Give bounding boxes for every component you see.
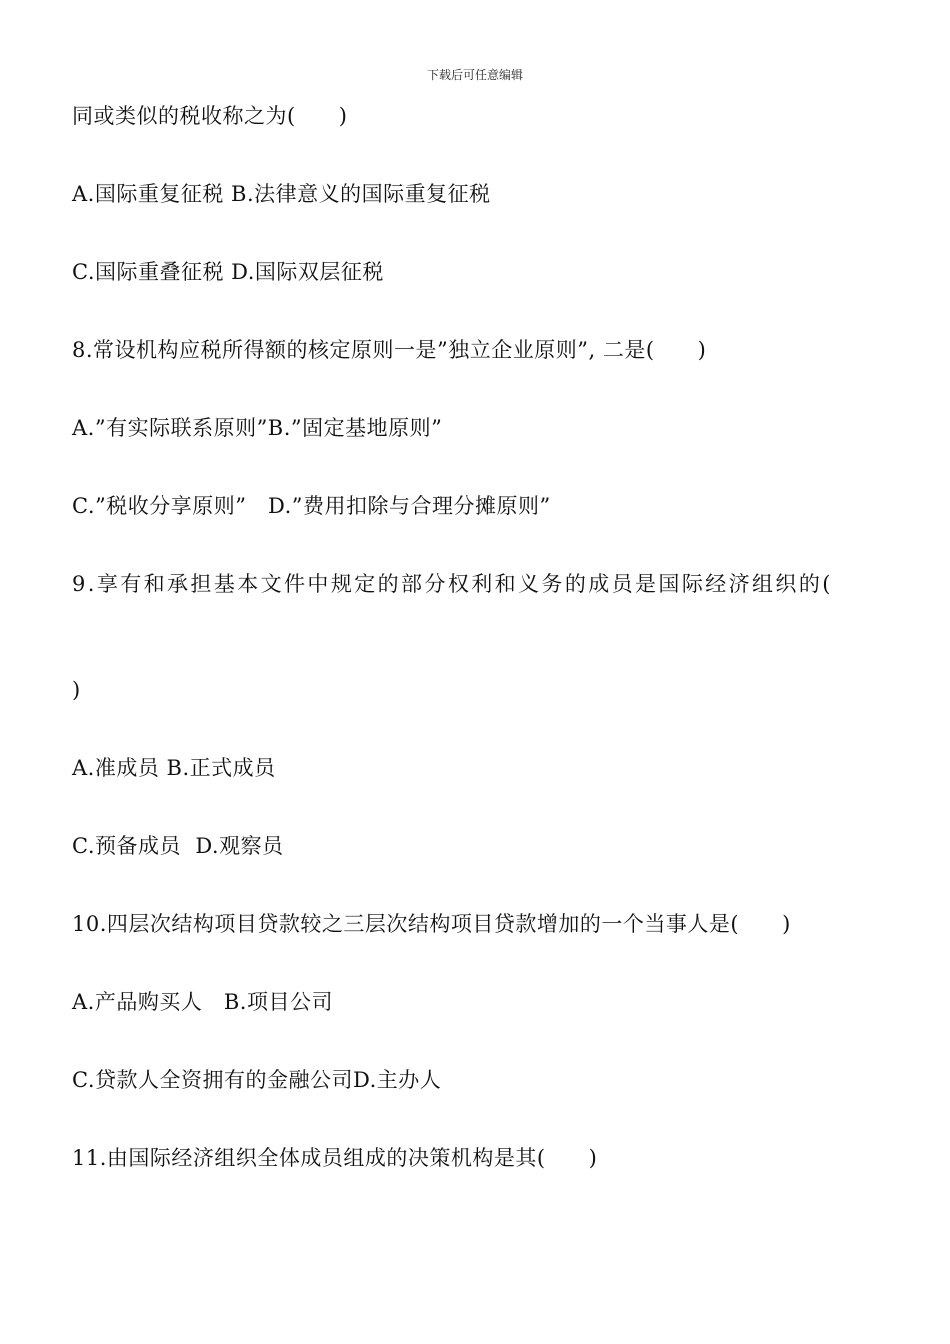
question-7-options-ab: A.国际重复征税 B.法律意义的国际重复征税 — [72, 182, 491, 206]
question-9-options-ab: A.准成员 B.正式成员 — [72, 756, 276, 780]
question-10-options-cd: C.贷款人全资拥有的金融公司D.主办人 — [72, 1068, 442, 1092]
question-9-stem: 9.享有和承担基本文件中规定的部分权利和义务的成员是国际经济组织的( — [72, 572, 833, 596]
page-header: 下载后可任意编辑 — [426, 68, 523, 82]
question-8-stem: 8.常设机构应税所得额的核定原则一是”独立企业原则”, 二是( ) — [72, 338, 707, 362]
question-7-options-cd: C.国际重叠征税 D.国际双层征税 — [72, 260, 384, 284]
question-9-stem-continuation: ) — [72, 678, 81, 702]
question-9-options-cd: C.预备成员 D.观察员 — [72, 834, 284, 858]
question-10-options-ab: A.产品购买人 B.项目公司 — [72, 990, 333, 1014]
question-8-options-ab: A.”有实际联系原则”B.”固定基地原则” — [72, 416, 443, 440]
question-11-stem: 11.由国际经济组织全体成员组成的决策机构是其( ) — [72, 1146, 598, 1170]
question-10-stem: 10.四层次结构项目贷款较之三层次结构项目贷款增加的一个当事人是( ) — [72, 912, 791, 936]
question-7-stem-continuation: 同或类似的税收称之为( ) — [72, 104, 348, 128]
question-8-options-cd: C.”税收分享原则” D.”费用扣除与合理分摊原则” — [72, 494, 551, 518]
